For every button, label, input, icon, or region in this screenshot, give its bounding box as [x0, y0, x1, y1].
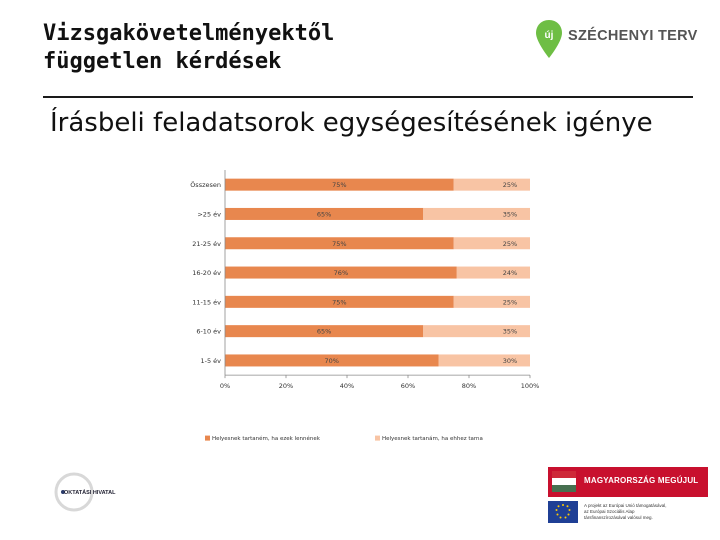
svg-text:új: új [544, 30, 554, 41]
legend-swatch [205, 436, 210, 441]
data-label: 65% [316, 327, 332, 336]
banner-text: MAGYARORSZÁG MEGÚJUL [584, 476, 699, 485]
circle-emblem-icon [52, 470, 132, 530]
eu-text-line-3: társfinanszírozásával valósul meg. [584, 515, 653, 520]
eu-text-line-2: az Európai Szociális Alap [584, 509, 635, 514]
category-label: 21-25 év [192, 239, 221, 248]
data-label: 35% [502, 327, 518, 336]
title-divider [43, 96, 693, 98]
legend-label: Helyesnek tartanám, ha ehhez tarna [382, 436, 483, 443]
eu-text-line-1: A projekt az Európai Unió támogatásával, [584, 503, 667, 508]
category-label: 6-10 év [196, 327, 221, 336]
slide-title [43, 20, 334, 76]
eu-funding-text [584, 503, 704, 521]
bar-segment [454, 237, 530, 249]
legend-swatch [375, 436, 380, 441]
bar-segment [454, 179, 530, 191]
data-label: 65% [316, 210, 332, 219]
eu-funding-box [548, 467, 708, 531]
category-label: 11-15 év [192, 298, 221, 307]
x-tick-label: 60% [400, 382, 416, 391]
data-label: 25% [502, 181, 518, 190]
oktatasi-hivatal-logo [52, 470, 132, 530]
stacked-bar-chart [170, 165, 550, 455]
data-label: 24% [502, 269, 518, 278]
data-label: 30% [502, 356, 518, 365]
office-text: OKTATÁSI HIVATAL [64, 490, 116, 496]
category-label: Összesen [190, 181, 221, 190]
data-label: 35% [502, 210, 518, 219]
data-label: 70% [324, 356, 339, 365]
bar-segment [454, 296, 530, 308]
eu-flag-icon [548, 501, 578, 523]
x-tick-label: 0% [219, 382, 231, 391]
location-pin-icon [534, 18, 564, 66]
data-label: 25% [502, 239, 518, 248]
legend-label: Helyesnek tartaném, ha ezek lennének [212, 436, 320, 443]
data-label: 75% [332, 181, 347, 190]
data-label: 75% [332, 239, 347, 248]
x-tick-label: 20% [278, 382, 294, 391]
category-label: 16-20 év [192, 269, 221, 278]
x-tick-label: 80% [461, 382, 477, 391]
szechenyi-logo [534, 18, 704, 66]
category-label: 1-5 év [200, 356, 221, 365]
title-line-1: Vizsgakövetelményektől [43, 21, 335, 46]
x-tick-label: 100% [520, 382, 540, 391]
x-tick-label: 40% [339, 382, 355, 391]
data-label: 75% [332, 298, 347, 307]
bar-segment [457, 267, 530, 279]
chart-subtitle: Írásbeli feladatsorok egységesítésének igénye [50, 108, 653, 138]
data-label: 25% [502, 298, 518, 307]
logo-text: SZÉCHENYI TERV [568, 28, 698, 44]
category-label: >25 év [197, 210, 221, 219]
title-line-2: független kérdések [43, 49, 282, 74]
data-label: 76% [333, 269, 349, 278]
